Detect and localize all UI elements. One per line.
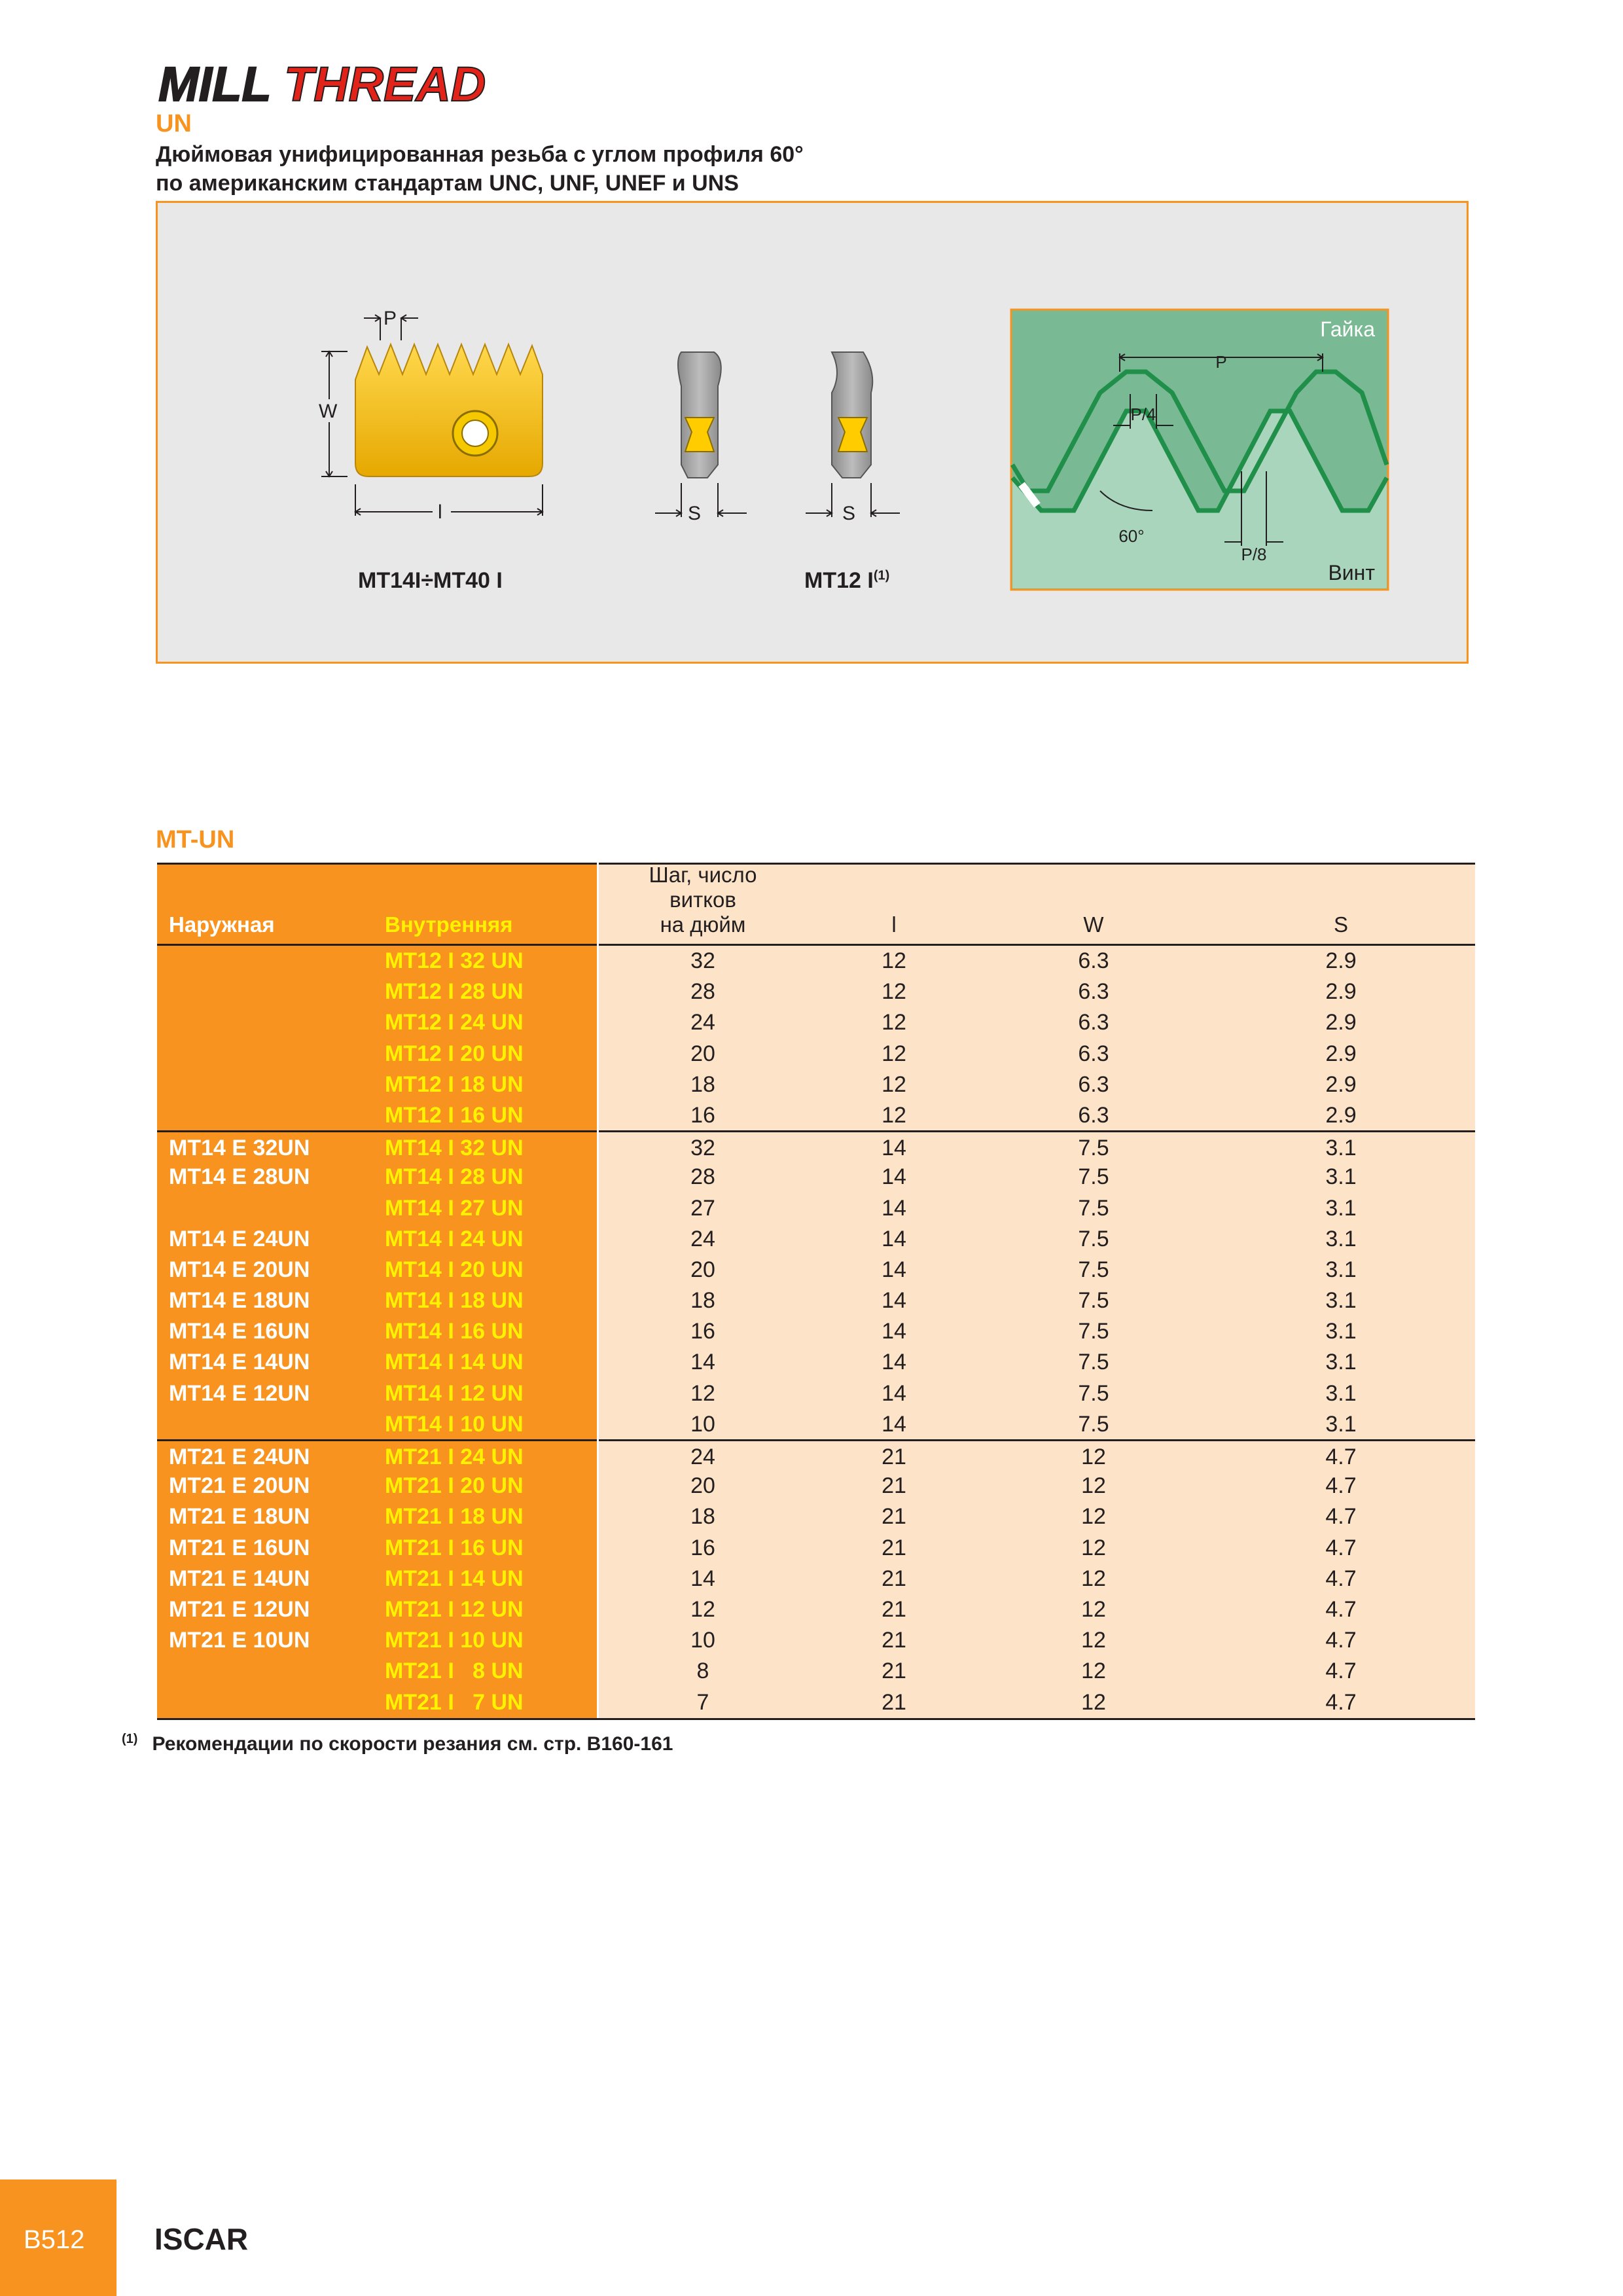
cell-s: 3.1 [1325,1288,1357,1314]
header-pitch-line2: витков [669,888,736,912]
cell-s: 4.7 [1325,1444,1357,1469]
profile-p4-label: P/4 [1130,404,1156,424]
cell-s: 3.1 [1325,1195,1357,1221]
cell-w: 6.3 [1078,979,1109,1005]
cell-tpi: 16 [690,1319,715,1344]
dim-s2-label: S [842,503,856,524]
cell-internal: MT21 I 14 UN [385,1566,524,1591]
insert-drawings [158,203,1471,666]
cell-w: 6.3 [1078,1041,1109,1066]
table-row [157,1007,1475,1037]
table-row [157,1346,1475,1377]
cell-w: 12 [1081,1504,1106,1530]
cell-internal: MT21 I 24 UN [385,1444,524,1469]
cell-tpi: 12 [690,1596,715,1622]
insert-label-small-text: MT12 I [804,568,874,593]
profile-p8-label: P/8 [1241,545,1267,564]
table-row [157,1408,1475,1439]
cell-internal: MT21 I 12 UN [385,1596,524,1622]
cell-external: MT14 E 20UN [169,1257,310,1282]
cell-internal: MT14 I 24 UN [385,1226,524,1251]
cell-internal: MT12 I 20 UN [385,1041,524,1066]
cell-l: 14 [882,1411,906,1437]
cell-l: 12 [882,979,906,1005]
cell-tpi: 14 [690,1350,715,1375]
cell-internal: MT21 I 20 UN [385,1473,524,1499]
cell-l: 14 [882,1319,906,1344]
cell-tpi: 28 [690,1164,715,1190]
cell-internal: MT14 I 28 UN [385,1164,524,1190]
cell-l: 21 [882,1566,906,1591]
cell-external: MT21 E 18UN [169,1504,310,1530]
header-external: Наружная [169,912,275,937]
header-pitch-line3: на дюйм [660,912,746,937]
cell-w: 7.5 [1078,1164,1109,1190]
cell-internal: MT14 I 14 UN [385,1350,524,1375]
cell-w: 12 [1081,1535,1106,1560]
cell-w: 7.5 [1078,1411,1109,1437]
cell-external: MT14 E 16UN [169,1319,310,1344]
cell-w: 7.5 [1078,1350,1109,1375]
table-row [157,1100,1475,1130]
cell-external: MT14 E 32UN [169,1136,310,1161]
cell-w: 7.5 [1078,1195,1109,1221]
cell-s: 3.1 [1325,1319,1357,1344]
cell-w: 12 [1081,1659,1106,1684]
cell-tpi: 24 [690,1010,715,1035]
brand-name: ISCAR [154,2222,249,2256]
cell-l: 12 [882,1041,906,1066]
cell-external: MT14 E 14UN [169,1350,310,1375]
thread-profile-diagram [1011,310,1388,590]
cell-l: 12 [882,1102,906,1128]
cell-internal: MT14 I 10 UN [385,1411,524,1437]
table-title: MT-UN [156,826,235,853]
insert-label-small-note: (1) [873,568,890,583]
table-row [157,1470,1475,1501]
cell-l: 14 [882,1136,906,1161]
cell-s: 4.7 [1325,1659,1357,1684]
cell-s: 3.1 [1325,1411,1357,1437]
cell-tpi: 20 [690,1041,715,1066]
cell-tpi: 14 [690,1566,715,1591]
cell-l: 21 [882,1535,906,1560]
cell-s: 3.1 [1325,1226,1357,1251]
table-bottom-rule [157,1718,1475,1720]
cell-w: 12 [1081,1689,1106,1715]
cell-internal: MT12 I 28 UN [385,979,524,1005]
insert-side-view-1 [678,352,721,478]
cell-l: 14 [882,1164,906,1190]
table-row [157,1316,1475,1346]
cell-s: 3.1 [1325,1350,1357,1375]
dim-l-label: l [438,501,442,523]
cell-s: 2.9 [1325,1102,1357,1128]
cell-s: 4.7 [1325,1628,1357,1653]
cell-internal: MT21 I 7 UN [385,1689,524,1715]
cell-tpi: 12 [690,1380,715,1406]
cell-tpi: 24 [690,1226,715,1251]
millthread-logo [156,58,522,110]
column-divider [597,863,599,1720]
table-row [157,1130,1475,1161]
cell-s: 2.9 [1325,1071,1357,1097]
header-pitch-line1: Шаг, число [649,863,757,887]
cell-tpi: 18 [690,1504,715,1530]
cell-external: MT14 E 18UN [169,1288,310,1314]
cell-tpi: 28 [690,979,715,1005]
cell-s: 2.9 [1325,948,1357,973]
cell-l: 21 [882,1444,906,1469]
cell-w: 12 [1081,1566,1106,1591]
header-l: l [891,912,897,937]
cell-s: 2.9 [1325,979,1357,1005]
cell-tpi: 16 [690,1102,715,1128]
table-body [157,945,1475,1717]
cell-s: 3.1 [1325,1136,1357,1161]
cell-external: MT21 E 10UN [169,1628,310,1653]
footnote-mark: (1) [122,1732,138,1746]
cell-s: 4.7 [1325,1504,1357,1530]
dim-s1-label: S [688,503,702,524]
cell-s: 3.1 [1325,1164,1357,1190]
cell-s: 3.1 [1325,1380,1357,1406]
table-row [157,1563,1475,1594]
cell-tpi: 18 [690,1288,715,1314]
cell-s: 2.9 [1325,1041,1357,1066]
page-subtitle [156,140,804,198]
cell-l: 21 [882,1473,906,1499]
subtitle-line-1: Дюймовая унифицированная резьба с углом профиля 60° [156,142,804,167]
header-s: S [1333,912,1348,937]
cell-external: MT21 E 12UN [169,1596,310,1622]
cell-tpi: 7 [696,1689,709,1715]
cell-l: 14 [882,1257,906,1282]
mt-un-table [157,863,1475,1720]
cell-w: 6.3 [1078,1010,1109,1035]
cell-tpi: 18 [690,1071,715,1097]
dim-p-label: P [383,308,397,329]
table-row [157,1439,1475,1470]
cell-tpi: 20 [690,1473,715,1499]
cell-internal: MT14 I 32 UN [385,1136,524,1161]
cell-l: 21 [882,1596,906,1622]
table-row [157,945,1475,976]
cell-s: 4.7 [1325,1689,1357,1715]
table-row [157,1161,1475,1192]
cell-s: 4.7 [1325,1566,1357,1591]
cell-internal: MT21 I 8 UN [385,1659,524,1684]
profile-angle-label: 60° [1118,526,1145,546]
cell-w: 7.5 [1078,1380,1109,1406]
cell-external: MT14 E 12UN [169,1380,310,1406]
table-row [157,1223,1475,1254]
cell-l: 12 [882,1071,906,1097]
table-row [157,1378,1475,1408]
logo-thread-text: THREAD [284,58,486,110]
cell-l: 21 [882,1628,906,1653]
cell-tpi: 10 [690,1411,715,1437]
table-row [157,1501,1475,1532]
cell-w: 7.5 [1078,1288,1109,1314]
table-row [157,1285,1475,1316]
cell-internal: MT14 I 27 UN [385,1195,524,1221]
cell-tpi: 32 [690,948,715,973]
header-w: W [1083,912,1104,937]
insert-large [355,344,543,476]
cell-external: MT14 E 24UN [169,1226,310,1251]
cell-external: MT21 E 14UN [169,1566,310,1591]
cell-l: 14 [882,1350,906,1375]
cell-internal: MT14 I 18 UN [385,1288,524,1314]
cell-w: 6.3 [1078,1071,1109,1097]
cell-l: 21 [882,1504,906,1530]
cell-external: MT21 E 16UN [169,1535,310,1560]
insert-label-large: MT14I÷MT40 I [358,568,503,593]
figure-box [156,201,1469,664]
table-top-rule [157,863,1475,865]
table-row [157,1624,1475,1655]
cell-s: 2.9 [1325,1010,1357,1035]
cell-internal: MT12 I 16 UN [385,1102,524,1128]
cell-tpi: 20 [690,1257,715,1282]
cell-w: 12 [1081,1596,1106,1622]
table-row [157,1254,1475,1285]
cell-tpi: 32 [690,1136,715,1161]
header-internal: Внутренняя [385,912,513,937]
cell-internal: MT14 I 12 UN [385,1380,524,1406]
page-number: B512 [24,2225,85,2254]
profile-p-label: P [1215,352,1227,372]
cell-s: 4.7 [1325,1535,1357,1560]
cell-tpi: 8 [696,1659,709,1684]
section-code: UN [156,110,192,137]
profile-nut-label: Гайка [1320,317,1375,341]
cell-l: 21 [882,1659,906,1684]
cell-w: 6.3 [1078,1102,1109,1128]
cell-l: 12 [882,1010,906,1035]
cell-external: MT14 E 28UN [169,1164,310,1190]
cell-tpi: 27 [690,1195,715,1221]
cell-l: 14 [882,1288,906,1314]
cell-w: 6.3 [1078,948,1109,973]
cell-l: 14 [882,1226,906,1251]
dim-w-label: W [319,401,338,422]
cell-l: 14 [882,1195,906,1221]
cell-tpi: 10 [690,1628,715,1653]
cell-internal: MT21 I 10 UN [385,1628,524,1653]
subtitle-line-2: по американским стандартам UNC, UNF, UNEF и UNS [156,171,739,196]
table-row [157,1532,1475,1563]
cell-internal: MT21 I 18 UN [385,1504,524,1530]
insert-label-small [804,568,889,594]
table-row [157,1655,1475,1686]
cell-s: 3.1 [1325,1257,1357,1282]
table-row [157,976,1475,1007]
cell-s: 4.7 [1325,1473,1357,1499]
footnote [122,1732,673,1755]
cell-w: 7.5 [1078,1319,1109,1344]
cell-w: 12 [1081,1628,1106,1653]
table-row [157,1038,1475,1069]
cell-internal: MT12 I 32 UN [385,948,524,973]
table-row [157,1193,1475,1223]
footnote-text: Рекомендации по скорости резания см. стр. B160-161 [152,1733,673,1755]
logo-mill-text: MILL [158,58,272,110]
cell-tpi: 16 [690,1535,715,1560]
table-row [157,1069,1475,1100]
cell-w: 7.5 [1078,1226,1109,1251]
insert-side-view-2 [832,352,872,478]
cell-external: MT21 E 24UN [169,1444,310,1469]
header-pitch [631,863,775,937]
cell-w: 12 [1081,1444,1106,1469]
cell-internal: MT14 I 20 UN [385,1257,524,1282]
cell-l: 12 [882,948,906,973]
cell-w: 12 [1081,1473,1106,1499]
cell-l: 14 [882,1380,906,1406]
cell-tpi: 24 [690,1444,715,1469]
cell-w: 7.5 [1078,1257,1109,1282]
table-row [157,1594,1475,1624]
cell-l: 21 [882,1689,906,1715]
profile-screw-label: Винт [1328,561,1375,584]
cell-external: MT21 E 20UN [169,1473,310,1499]
table-row [157,1687,1475,1717]
cell-w: 7.5 [1078,1136,1109,1161]
cell-internal: MT12 I 18 UN [385,1071,524,1097]
cell-internal: MT21 I 16 UN [385,1535,524,1560]
cell-internal: MT14 I 16 UN [385,1319,524,1344]
cell-internal: MT12 I 24 UN [385,1010,524,1035]
cell-s: 4.7 [1325,1596,1357,1622]
